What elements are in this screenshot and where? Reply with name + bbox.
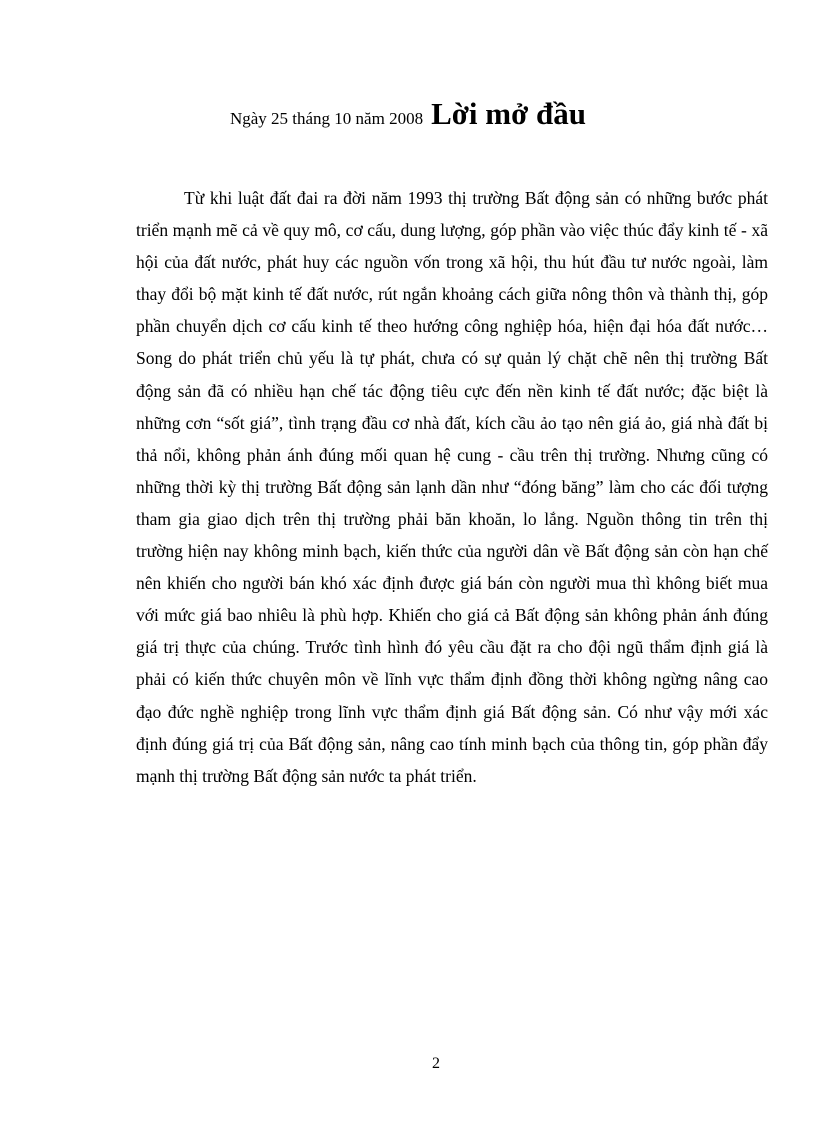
- document-date: Ngày 25 tháng 10 năm 2008: [229, 109, 424, 128]
- page-title: Lời mở đầu: [431, 96, 587, 131]
- page-number: 2: [432, 1055, 440, 1072]
- page-heading: [0, 96, 816, 132]
- body-paragraph: Từ khi luật đất đai ra đời năm 1993 thị trường Bất động sản có những bước phát triển mạnh mẽ cả về quy mô, cơ cấu, dung lượng, góp phần vào việc thúc đẩy kinh tế - xã hội của đất nước, phát huy các nguồn vốn trong xã hội, thu hút đầu tư nước ngoài, làm thay đổi bộ mặt kinh tế đất nước, rút ngắn khoảng cách giữa nông thôn và thành thị, góp phần chuyển dịch cơ cấu kinh tế theo hướng công nghiệp hóa, hiện đại hóa đất nước…Song do phát triển chủ yếu là tự phát, chưa có sự quản lý chặt chẽ nên thị trường Bất động sản đã có nhiều hạn chế tác động tiêu cực đến nền kinh tế đất nước; đặc biệt là những cơn “sốt giá”, tình trạng đầu cơ nhà đất, kích cầu ảo tạo nên giá ảo, giá nhà đất bị thả nổi, không phản ánh đúng mối quan hệ cung - cầu trên thị trường. Nhưng cũng có những thời kỳ thị trường Bất động sản lạnh dần như “đóng băng” làm cho các đối tượng tham gia giao dịch trên thị trường phải băn khoăn, lo lắng. Nguồn thông tin trên thị trường hiện nay không minh bạch, kiến thức của người dân về Bất động sản còn hạn chế nên khiến cho người bán khó xác định được giá bán còn người mua thì không biết mua với mức giá bao nhiêu là phù hợp. Khiến cho giá cả Bất động sản không phản ánh đúng giá trị thực của chúng. Trước tình hình đó yêu cầu đặt ra cho đội ngũ thẩm định giá là phải có kiến thức chuyên môn về lĩnh vực thẩm định đồng thời không ngừng nâng cao đạo đức nghề nghiệp trong lĩnh vực thẩm định giá Bất động sản. Có như vậy mới xác định đúng giá trị của Bất động sản, nâng cao tính minh bạch của thông tin, góp phần đẩy mạnh thị trường Bất động sản nước ta phát triển.: [136, 188, 768, 786]
